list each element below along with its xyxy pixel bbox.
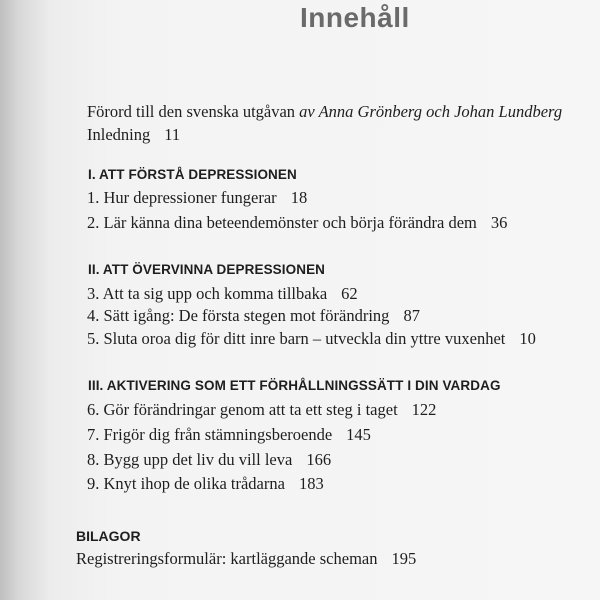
chapter-title: 8. Bygg upp det liv du vill leva bbox=[87, 450, 293, 469]
chapter-title: 3. Att ta sig upp och komma tillbaka bbox=[87, 284, 328, 303]
chapter-title: 9. Knyt ihop de olika trådarna bbox=[87, 474, 285, 493]
chapter-entry bbox=[87, 306, 420, 326]
chapter-page-number: 122 bbox=[411, 400, 437, 419]
chapter-entry bbox=[87, 213, 507, 233]
intro-entry bbox=[87, 125, 180, 145]
section-heading-1: I. ATT FÖRSTÅ DEPRESSIONEN bbox=[88, 167, 297, 182]
appendix-page-number: 195 bbox=[391, 549, 417, 568]
chapter-title: 7. Frigör dig från stämningsberoende bbox=[87, 425, 333, 444]
chapter-title: 6. Gör förändringar genom att ta ett steg i taget bbox=[87, 400, 398, 419]
chapter-page-number: 36 bbox=[490, 213, 508, 232]
chapter-page-number: 87 bbox=[403, 306, 420, 325]
intro-text: Inledning bbox=[87, 125, 151, 144]
chapter-page-number: 145 bbox=[346, 425, 371, 444]
chapter-page-number: 62 bbox=[341, 284, 358, 303]
intro-page-number: 11 bbox=[164, 125, 181, 144]
page-title: Innehåll bbox=[300, 2, 410, 33]
chapter-page-number: 183 bbox=[298, 474, 324, 493]
foreword-entry bbox=[87, 102, 562, 122]
chapter-entry bbox=[87, 284, 358, 304]
chapter-page-number: 10 bbox=[519, 329, 536, 348]
chapter-title: 5. Sluta oroa dig för ditt inre barn – utveckla din yttre vuxenhet bbox=[87, 329, 506, 348]
foreword-text: Förord till den svenska utgåvan bbox=[87, 102, 296, 121]
appendix-title: Registreringsformulär: kartläggande scheman bbox=[76, 549, 378, 568]
chapter-entry bbox=[87, 400, 436, 420]
appendix-heading: BILAGOR bbox=[76, 528, 141, 544]
appendix-entry bbox=[76, 549, 416, 569]
chapter-entry bbox=[87, 188, 307, 208]
foreword-authors: av Anna Grönberg och Johan Lundberg bbox=[299, 102, 563, 121]
chapter-entry bbox=[87, 329, 536, 349]
chapter-page-number: 18 bbox=[290, 188, 308, 207]
section-heading-3: III. AKTIVERING SOM ETT FÖRHÅLLNINGSSÄTT I DIN VARDAG bbox=[88, 378, 501, 393]
chapter-title: 2. Lär känna dina beteendemönster och börja förändra dem bbox=[87, 213, 477, 232]
chapter-entry bbox=[87, 450, 331, 470]
section-heading-2: II. ATT ÖVERVINNA DEPRESSIONEN bbox=[88, 262, 326, 277]
chapter-title: 1. Hur depressioner fungerar bbox=[87, 188, 277, 207]
chapter-page-number: 166 bbox=[306, 450, 332, 469]
chapter-entry bbox=[87, 474, 324, 494]
chapter-entry bbox=[87, 425, 371, 445]
chapter-title: 4. Sätt igång: De första stegen mot förändring bbox=[87, 306, 390, 325]
